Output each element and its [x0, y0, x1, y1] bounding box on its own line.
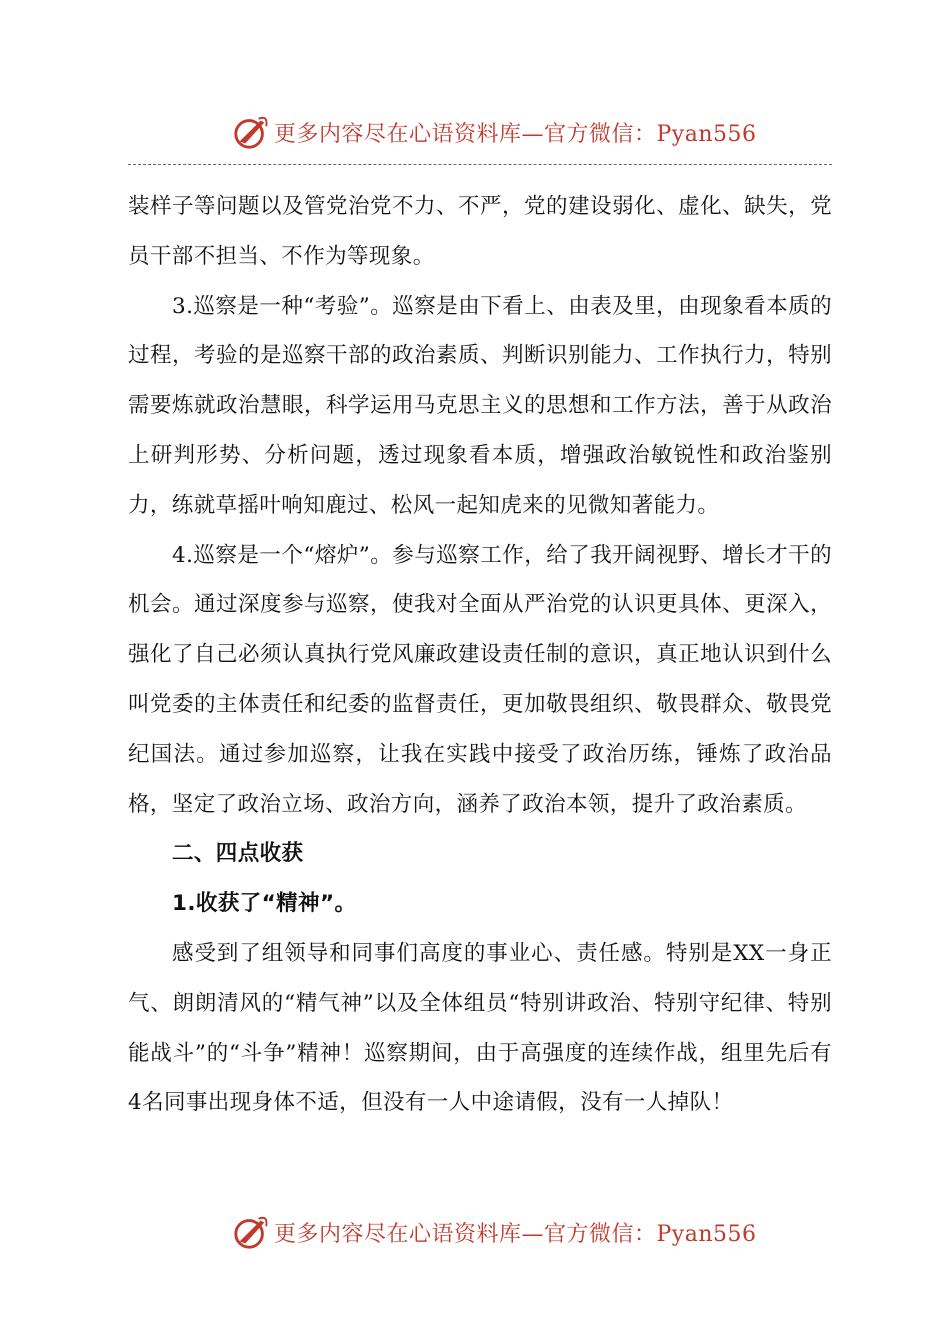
section-heading: 二、四点收获 — [172, 841, 304, 867]
paragraph-spirit: 感受到了组领导和同事们高度的事业心、责任感。特别是XX一身正气、朗朗清风的“精气神”以及全体组员“特别讲政治、特别守纪律、特别能战斗”的“斗争”精神！巡察期间，由于高强度的连续作战，组里先后有4名同事出现身体不适，但没有一人中途请假，没有一人掉队！ — [128, 940, 832, 1116]
footer-text: 更多内容尽在心语资料库—官方微信：Pyan556 — [274, 1221, 757, 1247]
quill-logo-icon — [232, 1213, 270, 1251]
subsection-heading: 1.收获了“精神”。 — [172, 891, 357, 917]
paragraph-item-4: 4.巡察是一个“熔炉”。参与巡察工作，给了我开阔视野、增长才干的机会。通过深度参与巡察，使我对全面从严治党的认识更具体、更深入，强化了自己必须认真执行党风廉政建设责任制的意识，真正地认识到什么叫党委的主体责任和纪委的监督责任，更加敬畏组织、敬畏群众、敬畏党纪国法。通过参加巡察，让我在实践中接受了政治历练，锤炼了政治品格，坚定了政治立场、政治方向，涵养了政治本领，提升了政治素质。 — [128, 542, 832, 817]
paragraph-continuation: 装样子等问题以及管党治党不力、不严，党的建设弱化、虚化、缺失，党员干部不担当、不作为等现象。 — [128, 194, 832, 269]
quill-logo-icon — [232, 113, 270, 151]
paragraph-item-3: 3.巡察是一种“考验”。巡察是由下看上、由表及里，由现象看本质的过程，考验的是巡察干部的政治素质、判断识别能力、工作执行力，特别需要炼就政治慧眼，科学运用马克思主义的思想和工作方法，善于从政治上研判形势、分析问题，透过现象看本质，增强政治敏锐性和政治鉴别力，练就草摇叶响知鹿过、松风一起知虎来的见微知著能力。 — [128, 293, 832, 518]
document-body — [128, 182, 832, 1128]
header-text: 更多内容尽在心语资料库—官方微信：Pyan556 — [274, 121, 757, 147]
header-banner — [232, 112, 757, 152]
footer-banner — [232, 1212, 757, 1252]
header-divider — [128, 164, 832, 165]
